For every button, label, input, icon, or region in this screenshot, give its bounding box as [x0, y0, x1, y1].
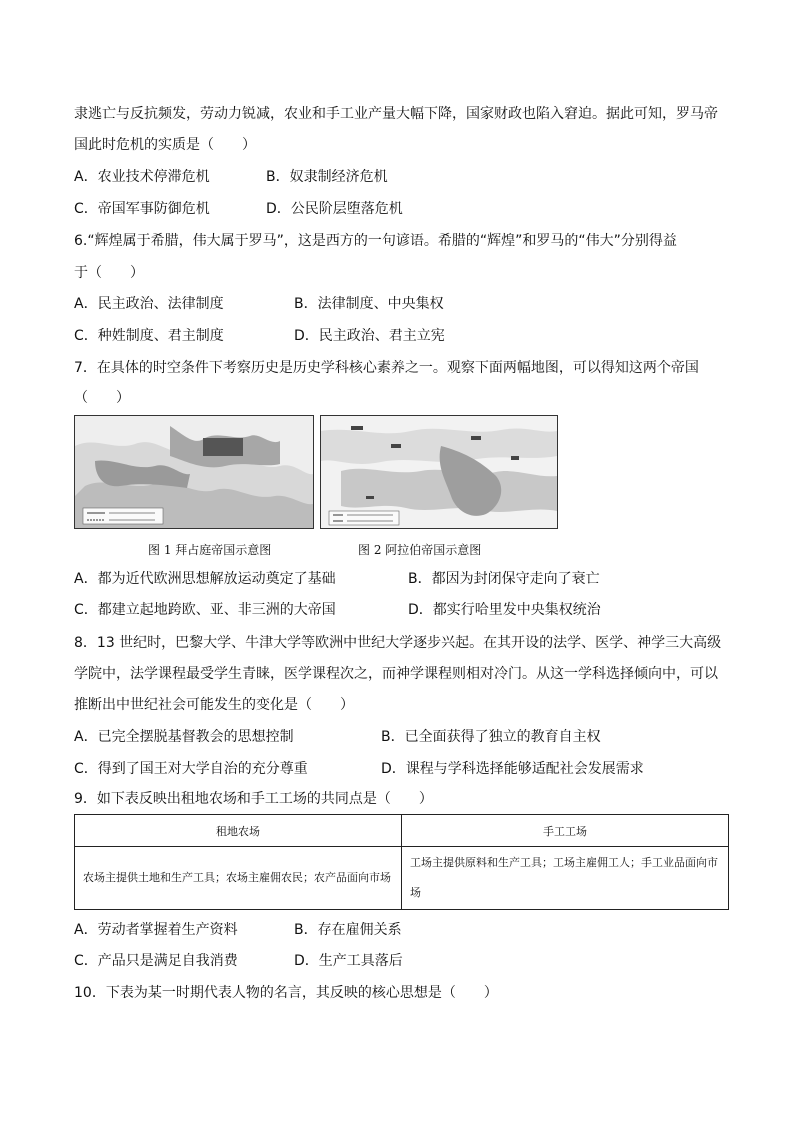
q9-stem-line1: 9．如下表反映出租地农场和手工工场的共同点是（ ）: [74, 791, 433, 807]
q7-stem-line1: 7．在具体的时空条件下考察历史是历史学科核心素养之一。观察下面两幅地图，可以得知这两个帝国: [74, 360, 699, 376]
q5-option-c: C．帝国军事防御危机: [74, 201, 210, 217]
q5-option-d: D．公民阶层堕落危机: [266, 201, 403, 217]
q5-stem-line2: 国此时危机的实质是（ ）: [74, 137, 256, 153]
byzantine-empire-map: [74, 415, 314, 529]
q5-option-a: A．农业技术停滞危机: [74, 169, 210, 185]
table-header-cell-workshop: 手工工场: [402, 815, 729, 847]
q8-option-a: A．已完全摆脱基督教会的思想控制: [74, 729, 294, 745]
q7-option-c: C．都建立起地跨欧、亚、非三洲的大帝国: [74, 602, 336, 618]
q7-option-b: B．都因为封闭保守走向了衰亡: [408, 571, 600, 587]
q6-option-b: B．法律制度、中央集权: [294, 296, 444, 312]
q9-option-c: C．产品只是满足自我消费: [74, 953, 238, 969]
q8-stem-line3: 推断出中世纪社会可能发生的变化是（ ）: [74, 697, 354, 713]
table-header-row: [75, 815, 729, 847]
q8-option-b: B．已全面获得了独立的教育自主权: [381, 729, 601, 745]
map1-caption: 图 1 拜占庭帝国示意图: [148, 543, 272, 557]
q7-option-d: D．都实行哈里发中央集权统治: [408, 602, 601, 618]
q8-stem-line2: 学院中，法学课程最受学生青睐，医学课程次之，而神学课程则相对冷门。从这一学科选择倾向中，可以: [74, 666, 718, 682]
table-cell-workshop: 工场主提供原料和生产工具；工场主雇佣工人；手工业品面向市场: [402, 847, 729, 910]
q7-option-a: A．都为近代欧洲思想解放运动奠定了基础: [74, 571, 336, 587]
q6-stem-line2: 于（ ）: [74, 265, 144, 281]
q9-option-d: D．生产工具落后: [294, 953, 403, 969]
q9-option-a: A．劳动者掌握着生产资料: [74, 922, 238, 938]
q8-option-c: C．得到了国王对大学自治的充分尊重: [74, 761, 308, 777]
q5-option-b: B．奴隶制经济危机: [266, 169, 388, 185]
table-cell-farm: 农场主提供土地和生产工具；农场主雇佣农民；农产品面向市场: [75, 847, 402, 910]
q6-option-a: A．民主政治、法律制度: [74, 296, 224, 312]
table-row: [75, 847, 729, 910]
map2-caption: 图 2 阿拉伯帝国示意图: [358, 543, 482, 557]
q6-option-d: D．民主政治、君主立宪: [294, 328, 445, 344]
q7-stem-line2: （ ）: [74, 390, 130, 406]
q8-option-d: D．课程与学科选择能够适配社会发展需求: [381, 761, 644, 777]
q6-option-c: C．种姓制度、君主制度: [74, 328, 224, 344]
q6-stem-line1: 6.“辉煌属于希腊，伟大属于罗马”，这是西方的一句谚语。希腊的“辉煌”和罗马的“伟大”分别得益: [74, 233, 677, 249]
q9-comparison-table: [74, 814, 729, 910]
table-header-cell-farm: 租地农场: [75, 815, 402, 847]
q9-option-b: B．存在雇佣关系: [294, 922, 402, 938]
q10-stem-line1: 10．下表为某一时期代表人物的名言，其反映的核心思想是（ ）: [74, 985, 498, 1001]
arab-empire-map: [320, 415, 558, 529]
q5-stem-line1: 隶逃亡与反抗频发，劳动力锐减，农业和手工业产量大幅下降，国家财政也陷入窘迫。据此可知，罗马帝: [74, 106, 718, 122]
q8-stem-line1: 8．13 世纪时，巴黎大学、牛津大学等欧洲中世纪大学逐步兴起。在其开设的法学、医学、神学三大高级: [74, 635, 722, 651]
